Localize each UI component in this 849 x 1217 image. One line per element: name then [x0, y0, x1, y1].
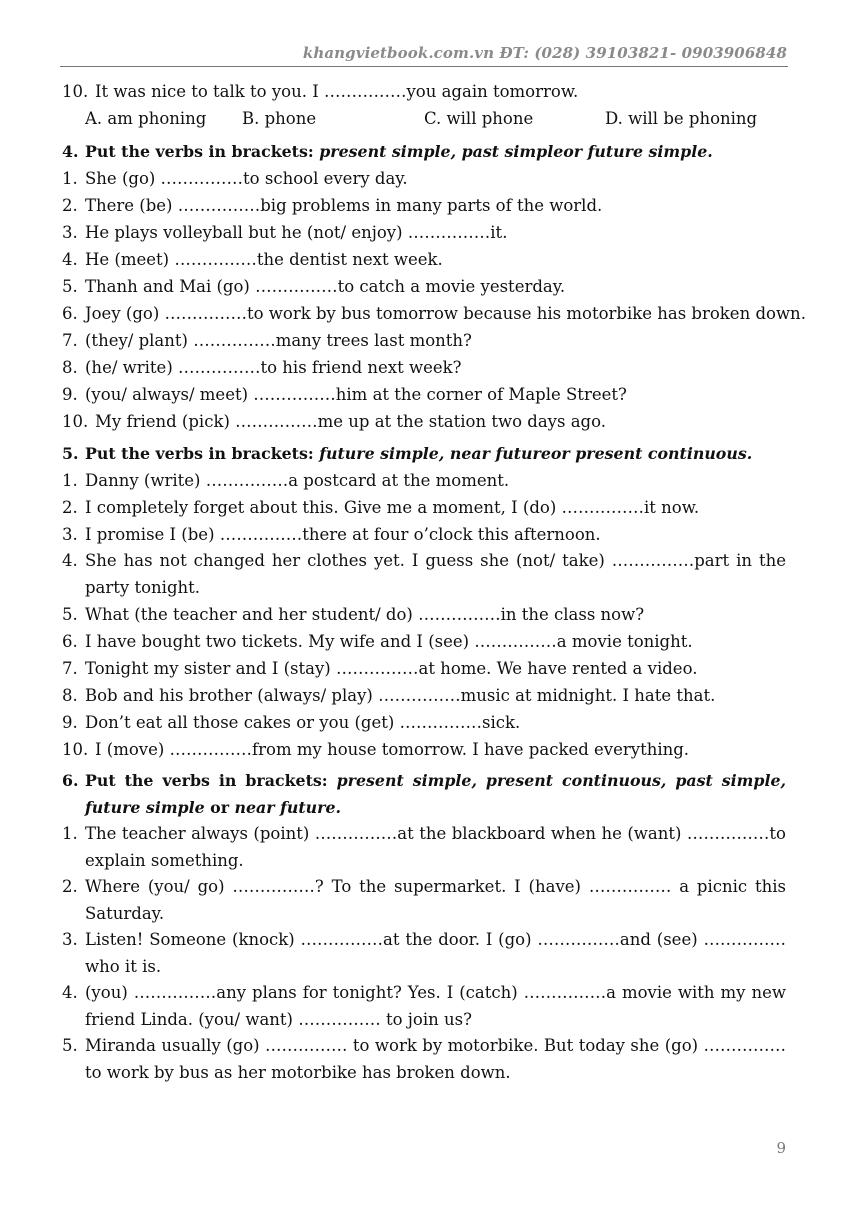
- item-number: 6.: [62, 304, 78, 323]
- section-tenses: present simple, past simpleor future simple.: [319, 142, 713, 161]
- item-number: 2.: [62, 196, 78, 215]
- exercise-item: [62, 219, 786, 246]
- item-text: (they/ plant) ……………many trees last month?: [85, 331, 472, 350]
- item-text: My friend (pick) ……………me up at the station two days ago.: [95, 412, 607, 431]
- exercise-item: [62, 521, 786, 548]
- exercise-item: [62, 736, 786, 763]
- item-number: 9.: [62, 385, 78, 404]
- section-number: 4.: [62, 142, 79, 161]
- exercise-item: [62, 467, 786, 494]
- item-text: There (be) ……………big problems in many parts of the world.: [85, 196, 603, 215]
- page-number: 9: [776, 1139, 786, 1157]
- option-a: A. am phoning: [85, 109, 207, 128]
- item-text: She (go) ……………to school every day.: [85, 169, 408, 188]
- option-b: B. phone: [242, 109, 317, 128]
- exercise-item: [62, 165, 786, 192]
- item-text: The teacher always (point) ……………at the blackboard when he (want) ……………to explain something.: [85, 824, 786, 870]
- section-tenses: future simple, near futureor present continuous.: [319, 444, 753, 463]
- item-number: 6.: [62, 632, 78, 651]
- item-number: 8.: [62, 686, 78, 705]
- item-text: Don’t eat all those cakes or you (get) ……………sick.: [85, 713, 521, 732]
- item-number: 4.: [62, 551, 78, 570]
- exercise-item: [62, 354, 786, 381]
- exercise-item: [62, 980, 786, 1033]
- section-number: 5.: [62, 444, 79, 463]
- item-text: Miranda usually (go) …………… to work by motorbike. But today she (go) …………… to work by bus as her motorbike has broken down.: [85, 1036, 786, 1082]
- exercise-item: [62, 821, 786, 874]
- item-number: 7.: [62, 331, 78, 350]
- exercise-item: [62, 327, 786, 354]
- item-number: 5.: [62, 1036, 78, 1055]
- exercise-item: [62, 381, 786, 408]
- item-text: He (meet) ……………the dentist next week.: [85, 250, 443, 269]
- exercise-item: [62, 682, 786, 709]
- section-5-items: [62, 467, 786, 763]
- exercise-item: [62, 927, 786, 980]
- section-4-items: [62, 165, 806, 435]
- section-5-heading: [62, 440, 786, 467]
- exercise-item: [62, 273, 786, 300]
- item-number: 4.: [62, 983, 78, 1002]
- item-text: What (the teacher and her student/ do) ……………in the class now?: [85, 605, 645, 624]
- section-6-heading: [62, 768, 786, 821]
- question-text: It was nice to talk to you. I ……………you again tomorrow.: [95, 82, 579, 101]
- item-text: Listen! Someone (knock) ……………at the door. I (go) ……………and (see) …………… who it is.: [85, 930, 786, 976]
- item-number: 9.: [62, 713, 78, 732]
- item-text: I have bought two tickets. My wife and I (see) ……………a movie tonight.: [85, 632, 693, 651]
- page-content: [62, 78, 806, 1086]
- item-text: He plays volleyball but he (not/ enjoy) ……………it.: [85, 223, 508, 242]
- exercise-item: [62, 494, 786, 521]
- item-number: 1.: [62, 471, 78, 490]
- exercise-item: [62, 548, 786, 601]
- item-text: She has not changed her clothes yet. I guess she (not/ take) ……………part in the party tonight.: [85, 551, 786, 597]
- exercise-item: [62, 601, 786, 628]
- item-text: (you) ……………any plans for tonight? Yes. I (catch) ……………a movie with my new friend Linda. (you/ want) …………… to join us?: [85, 983, 786, 1029]
- item-text: Joey (go) ……………to work by bus tomorrow because his motorbike has broken down.: [85, 304, 806, 323]
- item-number: 3.: [62, 930, 78, 949]
- exercise-item: [62, 300, 806, 327]
- item-number: 4.: [62, 250, 78, 269]
- item-number: 3.: [62, 223, 78, 242]
- item-number: 3.: [62, 525, 78, 544]
- section-lead: Put the verbs in brackets:: [85, 142, 314, 161]
- item-text: I (move) ……………from my house tomorrow. I have packed everything.: [95, 740, 690, 759]
- item-text: Bob and his brother (always/ play) ……………music at midnight. I hate that.: [85, 686, 716, 705]
- exercise-item: [62, 709, 786, 736]
- section-number: 6.: [62, 771, 79, 790]
- section-6-items: [62, 821, 786, 1086]
- item-text: Tonight my sister and I (stay) ……………at home. We have rented a video.: [85, 659, 698, 678]
- option-c: C. will phone: [424, 109, 534, 128]
- section-tenses: present simple, present continuous, past simple, future simple: [85, 771, 786, 817]
- exercise-item: [62, 192, 786, 219]
- item-number: 5.: [62, 605, 78, 624]
- page-header: khangvietbook.com.vn ĐT: (028) 39103821- 0903906848: [302, 44, 787, 62]
- item-number: 10.: [62, 740, 89, 759]
- exercise-item: [62, 1033, 786, 1086]
- item-number: 1.: [62, 169, 78, 188]
- item-number: 8.: [62, 358, 78, 377]
- item-number: 2.: [62, 877, 78, 896]
- question-number: 10.: [62, 82, 89, 101]
- exercise-item: [62, 408, 786, 435]
- header-divider: [60, 66, 788, 67]
- item-number: 1.: [62, 824, 78, 843]
- exercise-item: [62, 628, 786, 655]
- item-text: Danny (write) ……………a postcard at the moment.: [85, 471, 510, 490]
- item-text: (he/ write) ……………to his friend next week?: [85, 358, 462, 377]
- item-text: I promise I (be) ……………there at four o’clock this afternoon.: [85, 525, 601, 544]
- option-d: D. will be phoning: [605, 109, 758, 128]
- item-number: 5.: [62, 277, 78, 296]
- section-lead: Put the verbs in brackets:: [85, 771, 328, 790]
- item-text: (you/ always/ meet) ……………him at the corner of Maple Street?: [85, 385, 627, 404]
- item-text: Where (you/ go) ……………? To the supermarket. I (have) …………… a picnic this Saturday.: [85, 877, 786, 923]
- item-text: I completely forget about this. Give me a moment, I (do) ……………it now.: [85, 498, 700, 517]
- exercise-item: [62, 655, 786, 682]
- answer-options: [62, 105, 786, 133]
- exercise-item: [62, 246, 786, 273]
- section-or: or: [210, 797, 230, 817]
- question-10: [62, 78, 786, 105]
- section-4-heading: [62, 138, 786, 165]
- item-number: 10.: [62, 412, 89, 431]
- section-tenses-last: near future.: [234, 797, 342, 817]
- item-text: Thanh and Mai (go) ……………to catch a movie yesterday.: [85, 277, 566, 296]
- item-number: 7.: [62, 659, 78, 678]
- section-lead: Put the verbs in brackets:: [85, 444, 314, 463]
- exercise-item: [62, 874, 786, 927]
- item-number: 2.: [62, 498, 78, 517]
